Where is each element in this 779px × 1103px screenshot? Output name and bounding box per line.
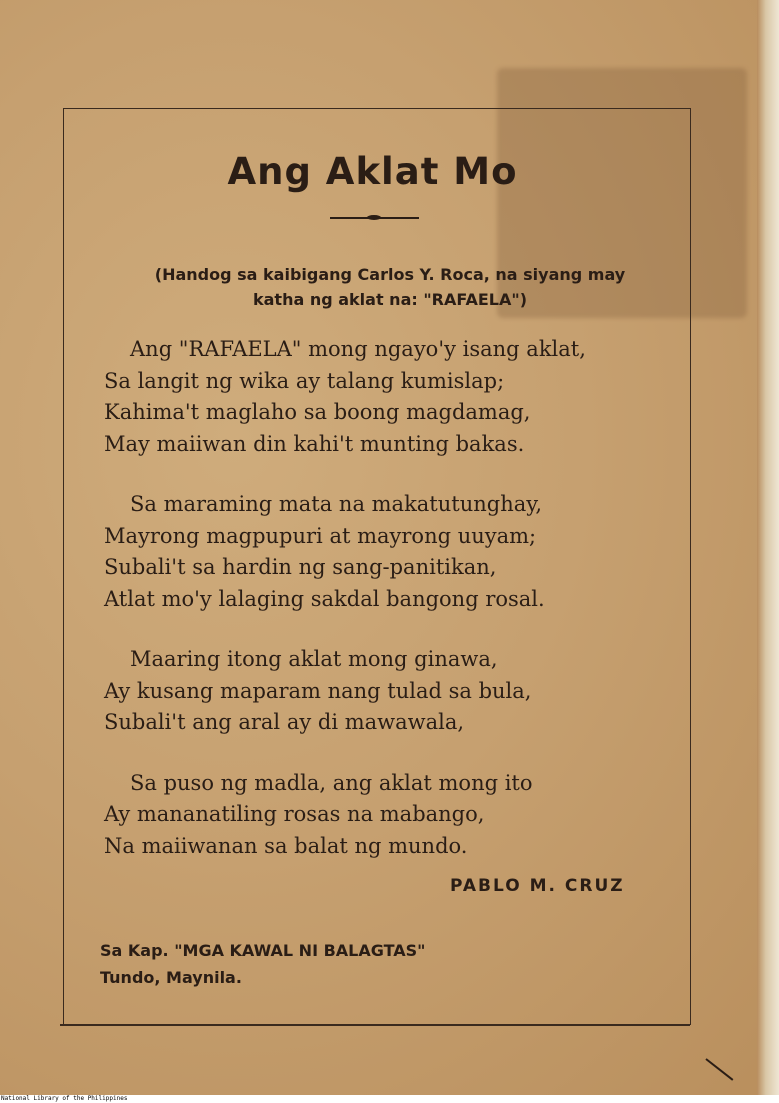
footer-line: Sa Kap. "MGA KAWAL NI BALAGTAS" <box>100 941 426 960</box>
bottom-rule <box>60 1024 690 1026</box>
dedication-line: (Handog sa kaibigang Carlos Y. Roca, na siyang may <box>154 265 626 284</box>
poem-body <box>104 334 684 891</box>
stanza-4 <box>104 768 684 863</box>
poem-title: Ang Aklat Mo <box>227 150 518 193</box>
title-divider-ornament <box>367 215 381 220</box>
poem-line: Sa puso ng madla, ang aklat mong ito <box>130 770 533 795</box>
pencil-mark <box>705 1058 733 1081</box>
poem-line: Sa maraming mata na makatutunghay, <box>130 492 543 516</box>
dedication <box>90 262 690 312</box>
stanza-1 <box>104 334 684 460</box>
poem-line: Kahima't maglaho sa boong magdamag, <box>104 400 531 424</box>
poem-line: Atlat mo'y lalaging sakdal bangong rosal. <box>104 586 545 611</box>
poem-line: Maaring itong aklat mong ginawa, <box>130 647 498 671</box>
credit-bar <box>0 1095 779 1103</box>
poem-line: Ang "RAFAELA" mong ngayo'y isang aklat, <box>130 337 586 361</box>
footer-line: Tundo, Maynila. <box>100 968 242 987</box>
author-name: PABLO M. CRUZ <box>450 876 625 896</box>
publisher-footer <box>100 937 600 991</box>
poem-line: May maiiwan din kahi't munting bakas. <box>104 431 525 456</box>
poem-line: Sa langit ng wika ay talang kumislap; <box>104 368 505 393</box>
poem-line: Ay kusang maparam nang tulad sa bula, <box>104 678 532 703</box>
library-credit: National Library of the Philippines <box>1 1095 128 1102</box>
poem-line: Subali't ang aral ay di mawawala, <box>104 710 465 734</box>
poem-line: Na maiiwanan sa balat ng mundo. <box>104 833 468 858</box>
stanza-2 <box>104 489 684 615</box>
stanza-3 <box>104 644 684 739</box>
poem-line: Ay mananatiling rosas na mabango, <box>104 802 485 826</box>
page-edge <box>757 0 779 1095</box>
poem-line: Mayrong magpupuri at mayrong uuyam; <box>104 523 537 548</box>
dedication-line: katha ng aklat na: "RAFAELA") <box>252 290 528 309</box>
poem-line: Subali't sa hardin ng sang-panitikan, <box>104 555 497 579</box>
